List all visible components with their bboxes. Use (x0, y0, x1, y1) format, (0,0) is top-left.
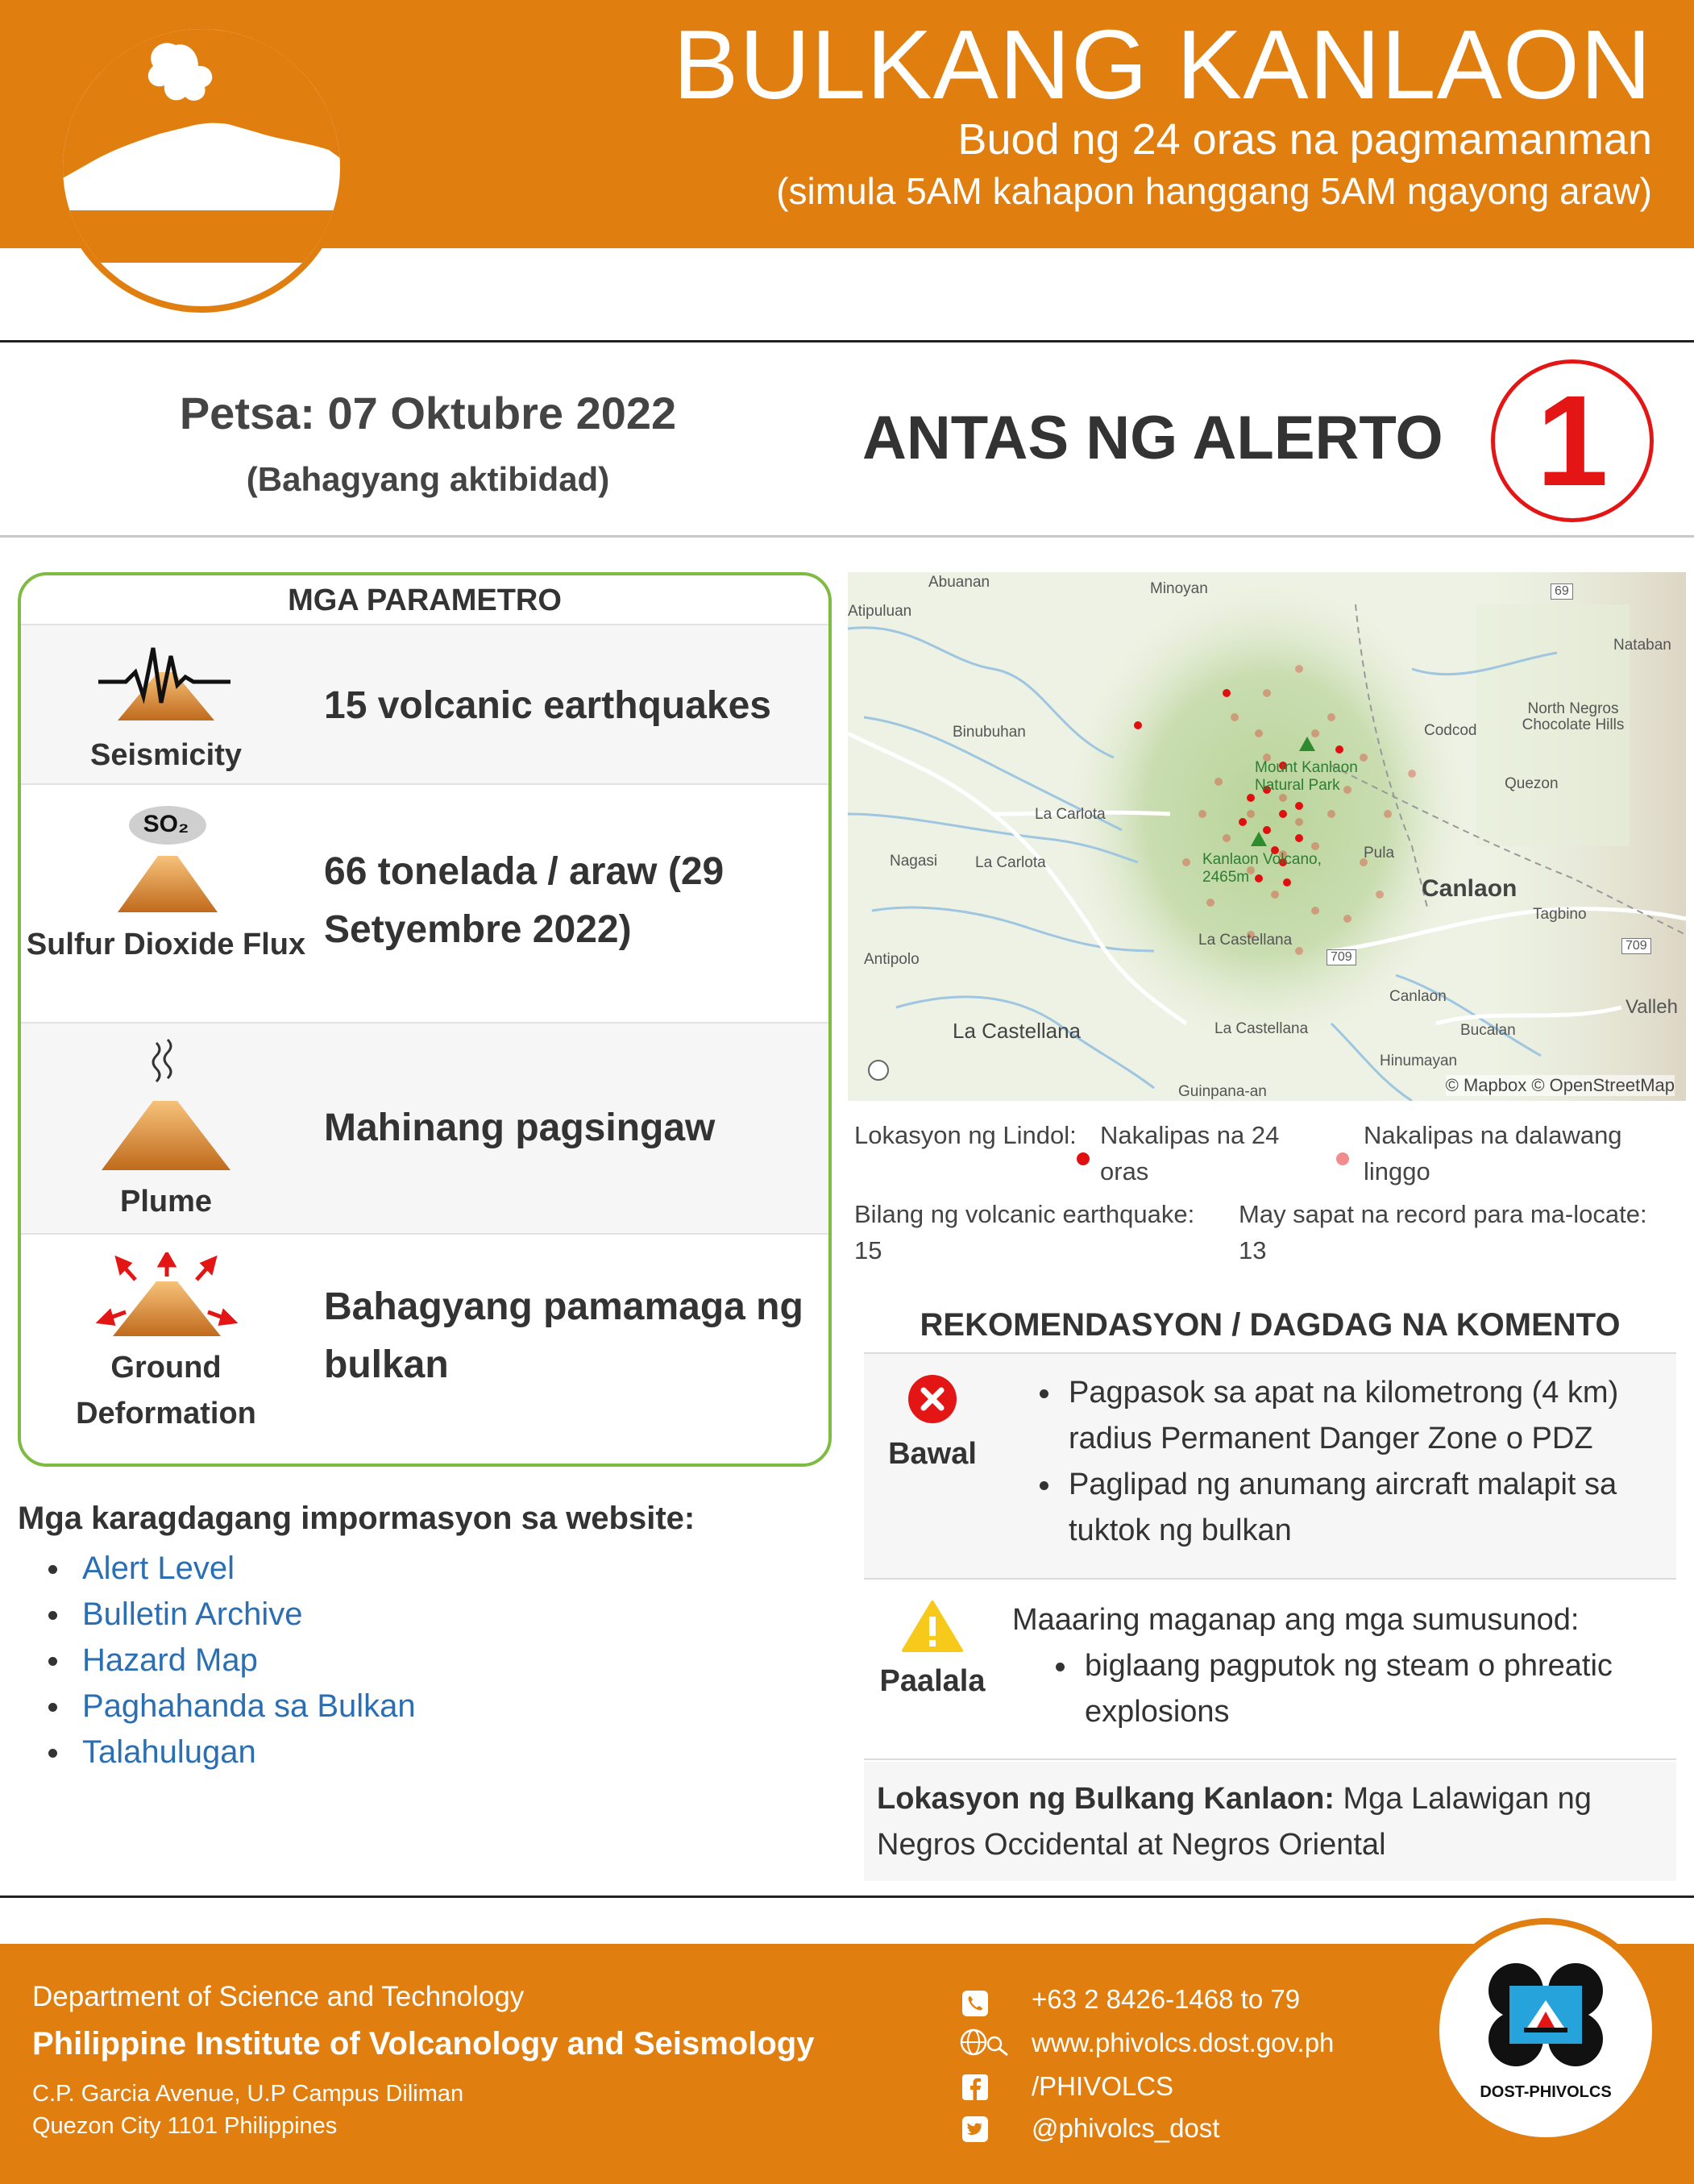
map-label: La Castellana (1198, 932, 1293, 949)
logo-text: DOST-PHIVOLCS (1480, 2083, 1612, 2101)
link-alert-level[interactable]: Alert Level (48, 1546, 416, 1592)
footer-twitter[interactable]: @phivolcs_dost (1032, 2113, 1220, 2143)
activity-level: (Bahagyang aktibidad) (246, 460, 610, 498)
footer-address-line2: Quezon City 1101 Philippines (32, 2113, 338, 2139)
bawal-item: Paglipad ng anumang aircraft malapit sa tuktok ng bulkan (1036, 1462, 1660, 1554)
road-marker: 709 (1327, 949, 1356, 965)
parameter-label: Plume (119, 1185, 213, 1219)
map-label: Codcod (1424, 722, 1477, 739)
parameter-label: Ground Deformation (76, 1351, 256, 1430)
legend-two-weeks-label: Nakalipas na dalawang linggo (1364, 1121, 1622, 1185)
phone-icon (961, 1989, 990, 2018)
footer-address-line1: C.P. Garcia Avenue, U.P Campus Diliman (32, 2081, 464, 2107)
paalala-intro: Maaaring maganap ang mga sumusunod: (1012, 1603, 1580, 1637)
so2-volcano-icon (93, 804, 239, 917)
monitoring-period: (simula 5AM kahapon hanggang 5AM ngayong araw) (776, 170, 1652, 212)
map-label: Hinumayan (1380, 1053, 1458, 1069)
parameter-row-deformation (21, 1235, 828, 1467)
recent-dot-icon (1077, 1152, 1090, 1165)
map-label: Nataban (1613, 637, 1671, 654)
map-label: Minoyan (1150, 580, 1208, 597)
link-paghahanda[interactable]: Paghahanda sa Bulkan (48, 1684, 416, 1729)
seismicity-cell (21, 640, 311, 779)
earthquake-map[interactable] (848, 572, 1686, 1101)
page-subtitle: Buod ng 24 oras na pagmamanman (957, 115, 1652, 164)
map-label: Canlaon (1389, 988, 1447, 1005)
parameter-row-plume (21, 1023, 828, 1235)
parameter-row-seismicity (21, 625, 828, 785)
link-talahulugan[interactable]: Talahulugan (48, 1729, 416, 1775)
legend-located-label: May sapat na record para ma-locate: (1239, 1200, 1647, 1228)
footer-website[interactable]: www.phivolcs.dost.gov.ph (1032, 2028, 1335, 2057)
alert-level-badge: 1 (1491, 359, 1654, 522)
map-label: Guinpana-an (1178, 1083, 1267, 1100)
paalala-list (1053, 1643, 1660, 1735)
legend-recent-label: Nakalipas na 24 oras (1100, 1121, 1280, 1185)
legend-count-value: 15 (854, 1236, 882, 1264)
parameter-row-so2 (21, 785, 828, 1023)
parameters-panel (18, 572, 832, 1467)
map-label: Nagasi (890, 853, 938, 870)
volcano-location-section (864, 1762, 1676, 1881)
legend-count (854, 1196, 1233, 1268)
more-info-title: Mga karagdagang impormasyon sa website: (18, 1501, 695, 1536)
deformation-volcano-icon (93, 1252, 239, 1341)
paalala-label: Paalala (879, 1664, 986, 1698)
parameter-label: Seismicity (90, 738, 242, 772)
map-label: North Negros Chocolate Hills (1522, 700, 1625, 733)
legend-count-label: Bilang ng volcanic earthquake: (854, 1200, 1195, 1228)
deformation-cell (21, 1252, 311, 1437)
prohibited-icon (907, 1373, 958, 1425)
phivolcs-emblem-icon (1485, 1962, 1606, 2066)
alert-label: ANTAS NG ALERTO (862, 404, 1443, 472)
facebook-icon (961, 2073, 990, 2102)
parameter-value: Mahinang pagsingaw (324, 1107, 716, 1149)
road-marker: 69 (1551, 583, 1573, 600)
bulletin-date: Petsa: 07 Oktubre 2022 (179, 388, 677, 438)
so2-cell (21, 804, 311, 968)
volcano-location-value: Mga Lalawigan ng Negros Occidental at Negros Oriental (877, 1782, 1592, 1862)
bawal-section (864, 1352, 1676, 1580)
map-label: Canlaon (1422, 875, 1518, 902)
paalala-item (1053, 1643, 1660, 1735)
page-title: BULKANG KANLAON (672, 10, 1652, 119)
header (0, 0, 1694, 343)
plume-volcano-icon (93, 1038, 239, 1175)
paalala-cell (864, 1601, 1001, 1699)
parameter-value: 15 volcanic earthquakes (324, 684, 771, 727)
date-block (0, 387, 856, 499)
link-bulletin-archive[interactable]: Bulletin Archive (48, 1592, 416, 1638)
plume-cell (21, 1038, 311, 1225)
seismograph-volcano-icon (93, 640, 239, 729)
volcano-logo (56, 23, 347, 313)
map-label: La Carlota (1035, 806, 1106, 823)
bawal-label: Bawal (888, 1437, 977, 1471)
map-label: Abuanan (928, 574, 990, 591)
so2-badge: SO₂ (143, 811, 189, 837)
paalala-item-text: biglaang pagputok ng steam o phreatic explosions (1085, 1649, 1613, 1729)
map-label: Binubuhan (953, 724, 1026, 741)
map-label: Quezon (1505, 775, 1559, 792)
footer-department: Department of Science and Technology (32, 1981, 525, 2012)
map-label: Atipuluan (848, 603, 912, 620)
map-label: La Carlota (975, 854, 1046, 871)
footer-phone[interactable]: +63 2 8426-1468 to 79 (1032, 1984, 1301, 2014)
bawal-item: Pagpasok sa apat na kilometrong (4 km) radius Permanent Danger Zone o PDZ (1036, 1370, 1660, 1462)
legend-location-label: Lokasyon ng Lindol: (854, 1121, 1077, 1149)
map-label: La Castellana (1214, 1020, 1309, 1037)
dost-phivolcs-logo (1433, 1918, 1659, 2144)
globe-search-icon (959, 2028, 1011, 2057)
map-label: Antipolo (864, 951, 920, 968)
paalala-section (864, 1581, 1676, 1760)
parameter-label: Sulfur Dioxide Flux (26, 928, 306, 961)
bawal-cell (864, 1373, 1001, 1472)
bullet (1056, 1663, 1065, 1671)
footer-institute: Philippine Institute of Volcanology and Seismology (32, 2026, 815, 2062)
volcano-silhouette-icon (63, 29, 340, 306)
parameter-value: 66 tonelada / araw (29 Setyembre 2022) (324, 850, 725, 951)
warning-icon (902, 1601, 963, 1652)
legend-located (1239, 1196, 1682, 1268)
map-label: Valleh (1625, 996, 1678, 1018)
volcano-location-label: Lokasyon ng Bulkang Kanlaon: (877, 1782, 1335, 1816)
footer-facebook[interactable]: /PHIVOLCS (1032, 2071, 1174, 2101)
paalala-content (1012, 1597, 1660, 1735)
parameter-value: Bahagyang pamamaga ng bulkan (324, 1285, 803, 1386)
two-weeks-dot-icon (1336, 1152, 1349, 1165)
recommendations-title: REKOMENDASYON / DAGDAG NA KOMENTO (920, 1307, 1621, 1343)
footer-divider (0, 1895, 1694, 1898)
map-labels (848, 572, 1686, 1101)
map-attribution[interactable]: © Mapbox © OpenStreetMap (1445, 1075, 1675, 1095)
map-label: La Castellana (953, 1019, 1081, 1043)
map-label: Tagbino (1533, 906, 1587, 923)
bawal-list (1036, 1370, 1660, 1554)
twitter-icon (961, 2115, 990, 2144)
link-hazard-map[interactable]: Hazard Map (48, 1638, 416, 1684)
map-label: Mount Kanlaon Natural Park (1255, 759, 1358, 794)
divider (0, 535, 1694, 538)
road-marker: 709 (1621, 938, 1651, 954)
volcano-location-text (877, 1776, 1660, 1868)
map-label: Pula (1364, 845, 1395, 862)
map-label: Bucalan (1460, 1022, 1516, 1039)
map-label: Kanlaon Volcano, 2465m (1202, 851, 1322, 886)
website-links (48, 1546, 416, 1775)
legend-located-value: 13 (1239, 1236, 1267, 1264)
parameters-title: MGA PARAMETRO (21, 575, 828, 625)
